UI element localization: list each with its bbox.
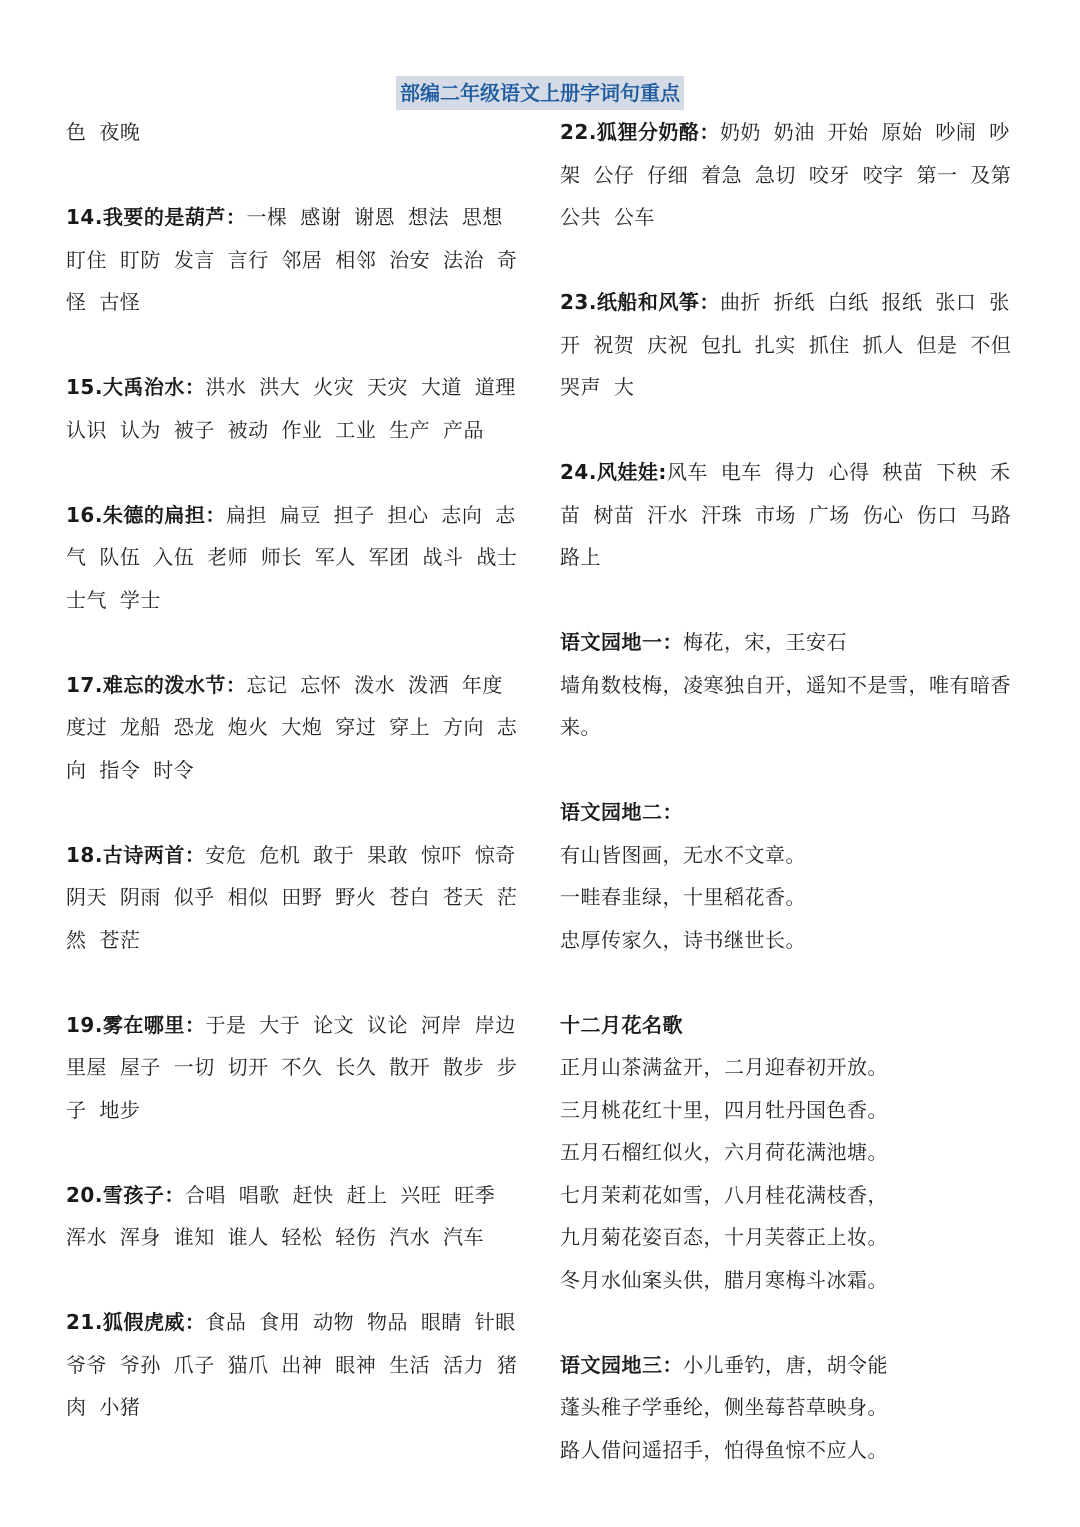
lesson-22 (560, 111, 1020, 239)
section-heading: 语文园地二： (560, 800, 683, 824)
song-line: 三月桃花红十里，四月牡丹国色香。 (560, 1097, 888, 1122)
lesson-heading: 17.难忘的泼水节： (66, 672, 247, 697)
flower-song (560, 1004, 1020, 1302)
lesson-heading: 24.风娃娃: (560, 460, 667, 484)
lesson-16 (66, 494, 528, 622)
lesson-heading: 18.古诗两首： (66, 842, 206, 867)
song-line: 九月菊花姿百态，十月芙蓉正上妆。 (560, 1225, 888, 1249)
song-line: 五月石榴红似火，六月荷花满池塘。 (560, 1140, 888, 1164)
couplet-line: 一畦春韭绿，十里稻花香。 (560, 885, 806, 909)
lesson-heading: 22.狐狸分奶酪： (560, 120, 720, 144)
lesson-21 (66, 1301, 528, 1429)
page-title: 部编二年级语文上册字词句重点 (396, 76, 684, 110)
lesson-words: 洪水 洪大 火灾 天灾 大道 道理 认识 认为 被子 被动 作业 工业 生产 产品 (66, 375, 516, 442)
lesson-heading: 16.朱德的扁担： (66, 502, 226, 527)
poem-text: 墙角数枝梅，凌寒独自开，遥知不是雪，唯有暗香来。 (560, 672, 1011, 739)
lesson-heading: 19.雾在哪里： (66, 1012, 206, 1037)
poem-info: 梅花，宋，王安石 (683, 630, 847, 654)
song-line: 正月山茶满盆开，二月迎春初开放。 (560, 1055, 888, 1079)
lesson-words: 合唱 唱歌 赶快 赶上 兴旺 旺季 浑水 浑身 谁知 谁人 轻松 轻伤 汽水 汽车 (66, 1182, 496, 1249)
lesson-24 (560, 451, 1020, 579)
lesson-words: 于是 大于 论文 议论 河岸 岸边 里屋 屋子 一切 切开 不久 长久 散开 散步 步子 地步 (66, 1012, 518, 1122)
lesson-18 (66, 834, 528, 962)
lesson-heading: 15.大禹治水： (66, 375, 206, 399)
couplet-line: 忠厚传家久，诗书继世长。 (560, 927, 806, 952)
lesson-words: 忘记 忘怀 泼水 泼洒 年度 度过 龙船 恐龙 炮火 大炮 穿过 穿上 方向 志向 指令 时令 (66, 672, 518, 782)
lesson-20 (66, 1174, 528, 1259)
lesson-heading: 14.我要的是葫芦： (66, 205, 247, 229)
poem-line: 路人借问遥招手，怕得鱼惊不应人。 (560, 1437, 888, 1462)
carryover-text (66, 111, 528, 154)
lesson-14 (66, 196, 528, 324)
lesson-17 (66, 664, 528, 792)
right-column (560, 111, 1020, 1471)
lesson-heading: 23.纸船和风筝： (560, 290, 720, 314)
lesson-words: 曲折 折纸 白纸 报纸 张口 张开 祝贺 庆祝 包扎 扎实 抓住 抓人 但是 不但 哭声 大 (560, 290, 1012, 399)
carryover-words: 色 夜晚 (66, 120, 141, 144)
garden-1 (560, 621, 1020, 749)
section-heading: 语文园地一： (560, 630, 683, 654)
garden-3 (560, 1344, 1020, 1472)
section-heading: 十二月花名歌 (560, 1012, 683, 1037)
lesson-words: 风车 电车 得力 心得 秧苗 下秧 禾苗 树苗 汗水 汗珠 市场 广场 伤心 伤口 马路 路上 (560, 460, 1012, 569)
section-heading: 语文园地三： (560, 1352, 683, 1377)
lesson-words: 奶奶 奶油 开始 原始 吵闹 吵架 公仔 仔细 着急 急切 咬牙 咬字 第一 及第 公共 公车 (560, 120, 1012, 229)
poem-info: 小儿垂钓，唐，胡令能 (683, 1352, 888, 1377)
lesson-words: 食品 食用 动物 物品 眼睛 针眼 爷爷 爷孙 爪子 猫爪 出神 眼神 生活 活力 猪肉 小猪 (66, 1310, 518, 1419)
song-line: 七月茉莉花如雪，八月桂花满枝香， (560, 1182, 888, 1207)
lesson-23 (560, 281, 1020, 409)
lesson-words: 扁担 扁豆 担子 担心 志向 志气 队伍 入伍 老师 师长 军人 军团 战斗 战士 士气 学士 (66, 502, 518, 612)
lesson-heading: 21.狐假虎威： (66, 1310, 206, 1334)
lesson-heading: 20.雪孩子： (66, 1182, 185, 1207)
title-wrap (0, 76, 1080, 110)
lesson-15 (66, 366, 528, 451)
garden-2 (560, 791, 1020, 961)
lesson-19 (66, 1004, 528, 1132)
lesson-words: 安危 危机 敢于 果敢 惊吓 惊奇 阴天 阴雨 似乎 相似 田野 野火 苍白 苍天 茫然 苍茫 (66, 842, 518, 952)
poem-line: 蓬头稚子学垂纶，侧坐莓苔草映身。 (560, 1395, 888, 1419)
couplet-line: 有山皆图画，无水不文章。 (560, 842, 806, 867)
left-column (66, 111, 528, 1429)
lesson-words: 一棵 感谢 谢恩 想法 思想 盯住 盯防 发言 言行 邻居 相邻 治安 法治 奇怪 古怪 (66, 205, 518, 314)
song-line: 冬月水仙案头供，腊月寒梅斗冰霜。 (560, 1267, 888, 1292)
